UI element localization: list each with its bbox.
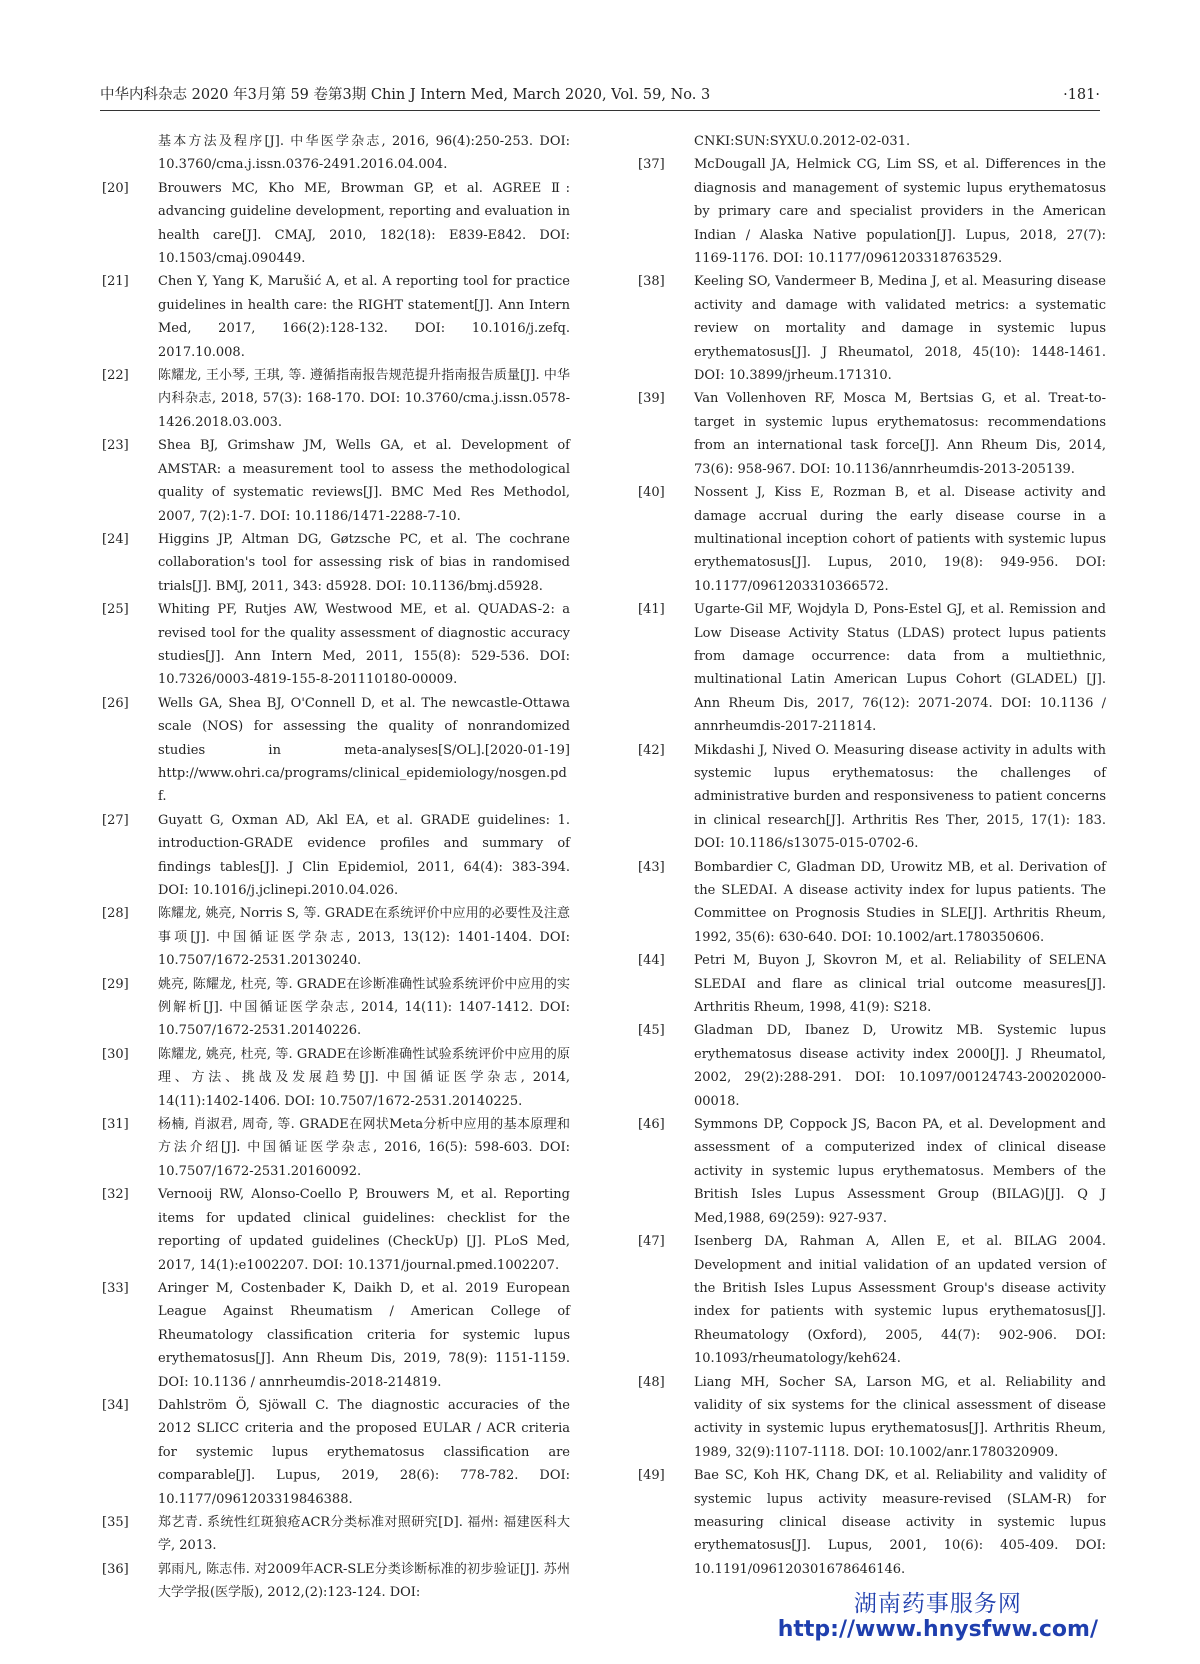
reference-number: [32] xyxy=(102,1187,129,1203)
reference-number: [34] xyxy=(102,1397,129,1413)
reference-entry xyxy=(638,481,1106,598)
reference-number: [28] xyxy=(102,906,129,922)
reference-entry xyxy=(638,1464,1106,1581)
reference-entry xyxy=(102,692,570,809)
reference-number: [46] xyxy=(638,1117,665,1133)
reference-number: [36] xyxy=(102,1561,129,1577)
reference-entry xyxy=(102,1043,570,1113)
reference-number: [45] xyxy=(638,1023,665,1039)
reference-text: Bombardier C, Gladman DD, Urowitz MB, et al. Derivation of the SLEDAI. A disease activity index for lupus patients. The Committee on Prognosis Studies in SLE[J]. Arthritis Rheum, 1992, 35(6): 630-640. DOI: 10.1002/art.1780350606. xyxy=(694,859,1106,945)
reference-entry xyxy=(638,1113,1106,1230)
reference-number: [21] xyxy=(102,274,129,290)
reference-text: Van Vollenhoven RF, Mosca M, Bertsias G, et al. Treat-to-target in systemic lupus erythematosus: recommendations from an international task force[J]. Ann Rheum Dis, 2014, 73(6): 958-967. DOI: 10.1136/annrheumdis-2013-205139. xyxy=(694,391,1106,477)
reference-number: [22] xyxy=(102,368,129,384)
reference-number: [43] xyxy=(638,859,665,875)
reference-entry xyxy=(102,598,570,692)
reference-entry xyxy=(638,1371,1106,1465)
reference-entry xyxy=(638,598,1106,738)
watermark-url[interactable]: http://www.hnysfww.com/ xyxy=(777,1617,1098,1642)
left-column xyxy=(102,130,570,1605)
reference-entry xyxy=(102,434,570,528)
reference-text: Liang MH, Socher SA, Larson MG, et al. Reliability and validity of six systems for the clinical assessment of disease activity in systemic lupus erythematosus[J]. Arthritis Rheum, 1989, 32(9):1107-1118. DOI: 10.1002/anr.1780320909. xyxy=(694,1374,1106,1460)
reference-entry xyxy=(102,1183,570,1277)
reference-entry xyxy=(102,1277,570,1394)
reference-text: McDougall JA, Helmick CG, Lim SS, et al. Differences in the diagnosis and management of systemic lupus erythematosus by primary care and specialist providers in the American Indian / Alaska Native population[J]. Lupus, 2018, 27(7): 1169-1176. DOI: 10.1177/0961203318763529. xyxy=(694,157,1106,267)
reference-text: Higgins JP, Altman DG, Gøtzsche PC, et al. The cochrane collaboration's tool for assessing risk of bias in randomised trials[J]. BMJ, 2011, 343: d5928. DOI: 10.1136/bmj.d5928. xyxy=(158,531,570,594)
reference-entry xyxy=(102,270,570,364)
reference-entry xyxy=(102,809,570,903)
reference-number: [40] xyxy=(638,485,665,501)
reference-text: Ugarte-Gil MF, Wojdyla D, Pons-Estel GJ, et al. Remission and Low Disease Activity Status (LDAS) protect lupus patients from damage occurrence: data from a multiethnic, multinational Latin American Lupus Cohort (GLADEL) [J]. Ann Rheum Dis, 2017, 76(12): 2071-2074. DOI: 10.1136 / annrheumdis-2017-211814. xyxy=(694,602,1106,735)
reference-text: 姚亮, 陈耀龙, 杜亮, 等. GRADE在诊断准确性试验系统评价中应用的实例解析[J]. 中国循证医学杂志, 2014, 14(11): 1407-1412. DOI: 10.7507/1672-2531.20140226. xyxy=(158,976,570,1039)
reference-entry xyxy=(638,1019,1106,1113)
reference-text: 郭雨凡, 陈志伟. 对2009年ACR-SLE分类诊断标准的初步验证[J]. 苏州大学学报(医学版), 2012,(2):123-124. DOI: xyxy=(158,1561,570,1601)
reference-text: Mikdashi J, Nived O. Measuring disease activity in adults with systemic lupus erythematosus: the challenges of administrative burden and responsiveness to patient concerns in clinical research[J]. Arthritis Res Ther, 2015, 17(1): 183. DOI: 10.1186/s13075-015-0702-6. xyxy=(694,742,1106,852)
reference-number: [49] xyxy=(638,1468,665,1484)
reference-number: [38] xyxy=(638,274,665,290)
journal-citation: 中华内科杂志 2020 年3月第 59 卷第3期 Chin J Intern Med, March 2020, Vol. 59, No. 3 xyxy=(100,87,711,103)
reference-text: 杨楠, 肖淑君, 周奇, 等. GRADE在网状Meta分析中应用的基本原理和方法介绍[J]. 中国循证医学杂志, 2016, 16(5): 598-603. DOI: 10.7507/1672-2531.20160092. xyxy=(158,1117,570,1179)
reference-text: Vernooij RW, Alonso-Coello P, Brouwers M, et al. Reporting items for updated clinical guidelines: checklist for the reporting of updated guidelines (CheckUp) [J]. PLoS Med, 2017, 14(1):e1002207. DOI: 10.1371/journal.pmed.1002207. xyxy=(158,1187,570,1273)
reference-number: [26] xyxy=(102,695,129,711)
reference-text: Gladman DD, Ibanez D, Urowitz MB. Systemic lupus erythematosus disease activity index 2000[J]. J Rheumatol, 2002, 29(2):288-291. DOI: 10.1097/00124743-200202000-00018. xyxy=(694,1023,1106,1109)
reference-entry xyxy=(638,270,1106,387)
reference-text: Petri M, Buyon J, Skovron M, et al. Reliability of SELENA SLEDAI and flare as clinical trial outcome measures[J]. Arthritis Rheum, 1998, 41(9): S218. xyxy=(694,953,1106,1016)
reference-text: Keeling SO, Vandermeer B, Medina J, et al. Measuring disease activity and damage with validated metrics: a systematic review on mortality and damage in systemic lupus erythematosus[J]. J Rheumatol, 2018, 45(10): 1448-1461. DOI: 10.3899/jrheum.171310. xyxy=(694,274,1106,384)
reference-number: [33] xyxy=(102,1280,129,1296)
reference-number: [39] xyxy=(638,391,665,407)
reference-entry xyxy=(638,1230,1106,1370)
reference-text: Guyatt G, Oxman AD, Akl EA, et al. GRADE guidelines: 1. introduction-GRADE evidence profiles and summary of findings tables[J]. J Clin Epidemiol, 2011, 64(4): 383-394. DOI: 10.1016/j.jclinepi.2010.04.026. xyxy=(158,812,570,898)
reference-text: Whiting PF, Rutjes AW, Westwood ME, et al. QUADAS-2: a revised tool for the quality assessment of diagnostic accuracy studies[J]. Ann Intern Med, 2011, 155(8): 529-536. DOI: 10.7326/0003-4819-155-8-201110180-00009. xyxy=(158,602,570,688)
reference-text: Symmons DP, Coppock JS, Bacon PA, et al. Development and assessment of a computerized index of clinical disease activity in systemic lupus erythematosus. Members of the British Isles Lupus Assessment Group (BILAG)[J]. Q J Med,1988, 69(259): 927-937. xyxy=(694,1117,1106,1226)
reference-number: [44] xyxy=(638,953,665,969)
reference-text: Isenberg DA, Rahman A, Allen E, et al. BILAG 2004. Development and initial validation of an updated version of the British Isles Lupus Assessment Group's disease activity index for patients with systemic lupus erythematosus[J]. Rheumatology (Oxford), 2005, 44(7): 902-906. DOI: 10.1093/rheumatology/keh624. xyxy=(694,1234,1106,1367)
reference-number: [35] xyxy=(102,1514,129,1530)
right-column xyxy=(638,130,1106,1581)
reference-text: Aringer M, Costenbader K, Daikh D, et al. 2019 European League Against Rheumatism / American College of Rheumatology classification criteria for systemic lupus erythematosus[J]. Ann Rheum Dis, 2019, 78(9): 1151-1159. DOI: 10.1136 / annrheumdis-2018-214819. xyxy=(158,1280,570,1390)
reference-entry xyxy=(102,1558,570,1605)
reference-continuation: 基本方法及程序[J]. 中华医学杂志, 2016, 96(4):250-253. DOI: 10.3760/cma.j.issn.0376-2491.2016.04.004. xyxy=(158,134,570,173)
reference-entry xyxy=(102,1113,570,1183)
reference-entry xyxy=(102,364,570,434)
reference-text: 陈耀龙, 姚亮, 杜亮, 等. GRADE在诊断准确性试验系统评价中应用的原理、方法、挑战及发展趋势[J]. 中国循证医学杂志, 2014, 14(11):1402-1406. DOI: 10.7507/1672-2531.20140225. xyxy=(158,1046,570,1109)
reference-number: [41] xyxy=(638,602,665,618)
reference-number: [27] xyxy=(102,812,129,828)
reference-entry xyxy=(102,973,570,1043)
running-header xyxy=(100,84,1100,111)
reference-text: Chen Y, Yang K, Marušić A, et al. A reporting tool for practice guidelines in health care: the RIGHT statement[J]. Ann Intern Med, 2017, 166(2):128-132. DOI: 10.1016/j.zefq. 2017.10.008. xyxy=(158,274,570,360)
reference-number: [47] xyxy=(638,1234,665,1250)
reference-text: Brouwers MC, Kho ME, Browman GP, et al. AGREE Ⅱ: advancing guideline development, reporting and evaluation in health care[J]. CMAJ, 2010, 182(18): E839-E842. DOI: 10.1503/cmaj.090449. xyxy=(158,180,570,267)
reference-entry xyxy=(102,528,570,598)
reference-text: Nossent J, Kiss E, Rozman B, et al. Disease activity and damage accrual during the early disease course in a multinational inception cohort of patients with systemic lupus erythematosus[J]. Lupus, 2010, 19(8): 949-956. DOI: 10.1177/0961203310366572. xyxy=(694,485,1106,594)
reference-text: 郑艺青. 系统性红斑狼疮ACR分类标准对照研究[D]. 福州: 福建医科大学, 2013. xyxy=(158,1514,570,1554)
reference-number: [30] xyxy=(102,1046,129,1062)
reference-entry xyxy=(638,949,1106,1019)
reference-number: [31] xyxy=(102,1117,129,1133)
reference-entry xyxy=(638,153,1106,270)
reference-entry xyxy=(638,739,1106,856)
reference-number: [20] xyxy=(102,180,129,196)
reference-continuation: CNKI:SUN:SYXU.0.2012-02-031. xyxy=(694,134,911,149)
page-number: ·181· xyxy=(1063,87,1100,103)
reference-number: [23] xyxy=(102,438,129,454)
site-watermark xyxy=(778,1591,1098,1643)
reference-text: 陈耀龙, 姚亮, Norris S, 等. GRADE在系统评价中应用的必要性及注意事项[J]. 中国循证医学杂志, 2013, 13(12): 1401-1404. DOI: 10.7507/1672-2531.20130240. xyxy=(158,906,570,969)
reference-text: Dahlström Ö, Sjöwall C. The diagnostic accuracies of the 2012 SLICC criteria and the proposed EULAR / ACR criteria for systemic lupus erythematosus classification are comparable[J]. Lupus, 2019, 28(6): 778-782. DOI: 10.1177/0961203319846388. xyxy=(158,1397,570,1507)
reference-number: [29] xyxy=(102,976,129,992)
reference-entry xyxy=(638,387,1106,481)
reference-number: [37] xyxy=(638,157,665,173)
reference-entry xyxy=(102,1511,570,1558)
reference-entry xyxy=(102,1394,570,1511)
reference-number: [25] xyxy=(102,602,129,618)
reference-text: Wells GA, Shea BJ, O'Connell D, et al. The newcastle-Ottawa scale (NOS) for assessing the quality of nonrandomized studies in meta-analyses[S/OL].[2020-01-19] http://www.ohri.ca/programs/clinical_epidemiology/nosgen.pdf. xyxy=(158,695,570,805)
reference-text: Shea BJ, Grimshaw JM, Wells GA, et al. Development of AMSTAR: a measurement tool to assess the methodological quality of systematic reviews[J]. BMC Med Res Methodol, 2007, 7(2):1-7. DOI: 10.1186/1471-2288-7-10. xyxy=(158,438,570,524)
reference-number: [48] xyxy=(638,1374,665,1390)
reference-entry xyxy=(638,856,1106,950)
watermark-name: 湖南药事服务网 xyxy=(853,1591,1022,1617)
reference-entry xyxy=(102,177,570,271)
reference-number: [24] xyxy=(102,531,129,547)
reference-text: 陈耀龙, 王小琴, 王琪, 等. 遵循指南报告规范提升指南报告质量[J]. 中华内科杂志, 2018, 57(3): 168-170. DOI: 10.3760/cma.j.issn.0578-1426.2018.03.003. xyxy=(158,368,570,430)
reference-entry xyxy=(102,902,570,972)
reference-number: [42] xyxy=(638,742,665,758)
reference-text: Bae SC, Koh HK, Chang DK, et al. Reliability and validity of systemic lupus activity measure-revised (SLAM-R) for measuring clinical disease activity in systemic lupus erythematosus[J]. Lupus, 2001, 10(6): 405-409. DOI: 10.1191/096120301678646146. xyxy=(694,1468,1106,1577)
